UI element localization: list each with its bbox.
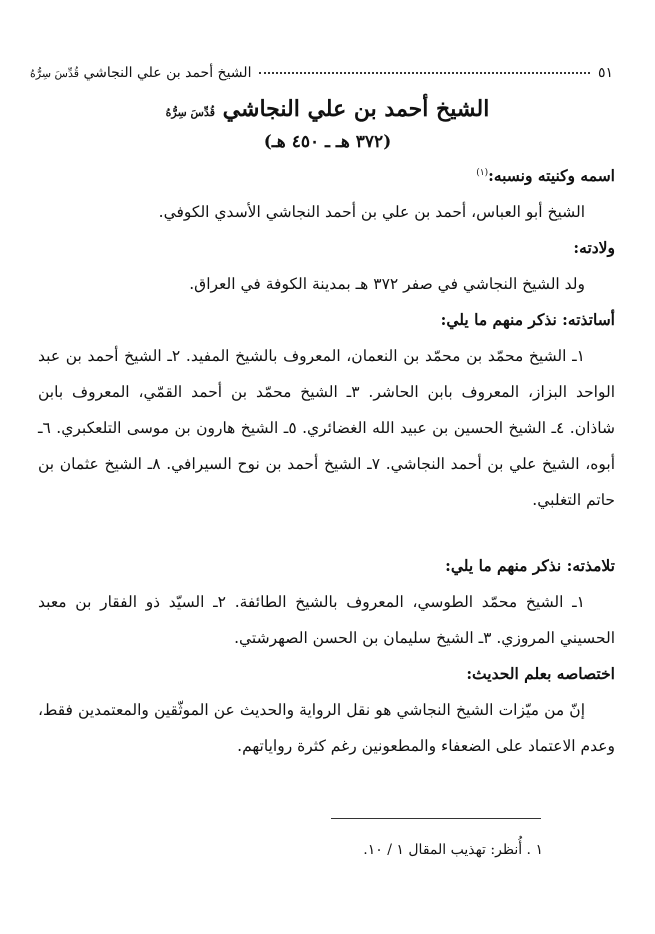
footnote: ١ . أُنظر: تهذيب المقال ١ / ١٠. <box>363 842 543 858</box>
birth-section-heading: ولادته: <box>573 238 615 257</box>
running-head-title: الشيخ أحمد بن علي النجاشي قُدِّسَ سِرُّهُ <box>30 65 252 81</box>
leader-dots <box>259 72 589 74</box>
footnote-divider <box>331 818 541 819</box>
life-dates: (٣٧٢ هـ ـ ٤٥٠ هـ) <box>263 132 392 152</box>
title-honorific: قُدِّسَ سِرُّهُ <box>165 106 215 119</box>
section-gap <box>38 518 615 548</box>
running-head-honorific: قُدِّسَ سِرُّهُ <box>30 67 80 80</box>
name-section-heading: اسمه وكنيته ونسبه:$^{(١)}$ <box>476 166 615 185</box>
students-section-heading: تلامذته: نذكر منهم ما يلي: <box>445 556 615 575</box>
birth-section-text: ولد الشيخ النجاشي في صفر ٣٧٢ هـ بمدينة الكوفة في العراق. <box>189 275 585 293</box>
teachers-section-heading: أساتذته: نذكر منهم ما يلي: <box>440 310 615 329</box>
students-section-text: ١ـ الشيخ محمّد الطوسي، المعروف بالشيخ الطائفة. ٢ـ السيّد ذو الفقار بن معبد الحسيني المروزي. ٣ـ الشيخ سليمان بن الحسن الصهرشتي. <box>38 593 615 647</box>
teachers-section-text: ١ـ الشيخ محمّد بن محمّد بن النعمان، المعروف بالشيخ المفيد. ٢ـ الشيخ أحمد بن عبد الواحد البزاز، المعروف بابن الحاشر. ٣ـ الشيخ محمّد بن أحمد القمّي، المعروف بابن شاذان. ٤ـ الشيخ الحسين بن عبيد الله الغضائري. ٥ـ الشيخ هارون بن موسى التلعكبري. ٦ـ أبوه، الشيخ علي بن أحمد النجاشي. ٧ـ الشيخ أحمد بن نوح السيرافي. ٨ـ الشيخ عثمان بن حاتم التغلبي. <box>38 347 616 509</box>
running-head <box>30 60 613 86</box>
specialty-section-heading: اختصاصه بعلم الحديث: <box>466 664 615 683</box>
page-body <box>38 158 615 764</box>
specialty-section-text: إنّ من ميّزات الشيخ النجاشي هو نقل الرواية والحديث عن الموثّقين والمعتمدين فقط، وعدم الاعتماد على الضعفاء والمطعونين رغم كثرة رواياتهم. <box>38 701 615 755</box>
name-section-text: الشيخ أبو العباس، أحمد بن علي بن أحمد النجاشي الأسدي الكوفي. <box>158 203 585 221</box>
page-number: ٥١ <box>597 65 613 81</box>
footnote-ref: (١) <box>476 167 489 178</box>
title-text: الشيخ أحمد بن علي النجاشي <box>222 96 490 122</box>
chapter-title <box>60 92 595 130</box>
